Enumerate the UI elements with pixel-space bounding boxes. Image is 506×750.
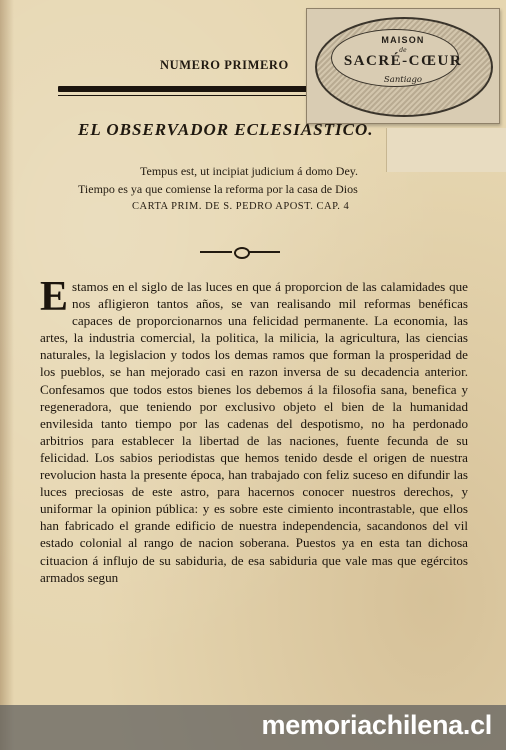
motto-latin: Tempus est, ut incipiat judicium á domo Dey. xyxy=(140,164,359,178)
stamp-top-text: MAISON xyxy=(381,35,425,45)
issue-label: NUMERO PRIMERO xyxy=(160,58,289,72)
stamp-main-text: SACRÉ-CŒUR xyxy=(343,53,463,69)
watermark-logo-text: memoriachilena.cl xyxy=(261,710,492,740)
page-edge-shadow xyxy=(0,0,14,750)
drop-cap: E xyxy=(40,274,69,320)
library-stamp xyxy=(306,8,500,124)
stamp-city-text: Santiago xyxy=(383,75,423,85)
article-body xyxy=(40,274,468,586)
motto-spanish: Tiempo es ya que comiense la reforma por la casa de Dios xyxy=(78,182,358,196)
periodical-title: EL OBSERVADOR ECLESIASTICO. xyxy=(78,120,374,139)
ornament-divider xyxy=(200,247,280,257)
stamp-de-text: de xyxy=(399,47,407,54)
article-text: stamos en el siglo de las luces en que á proporcion de las calamidades que nos afligieron tantos años, se van realisando mil reformas benéficas capaces de proporcionarnos una felicidad permanente. La economia, las artes, la industria comercial, la politica, la milicia, la agricultura, las ciencias naturales, la legislacion y todos los demas ramos que forman la prosperidad de los pueblos, se han mejorado casi en razon inversa de su decadencia anterior. Confesamos que todos estos bienes los debemos á la filosofia sana, benefica y regeneradora, que teniendo por exclusivo objeto el bien de la humanidad envilesida tanto tiempo por las cadenas del despotismo, no ha perdonado arbitrios para establecer la libertad de las naciones, fuente fecunda de su felicidad. Los sabios periodistas que hemos tenido desde el origen de nuestra revolucion hasta la presente época, han trabajado con feliz suceso en difundir las luces preciosas de este astro, para hacernos conocer nuestros derechos, y uniformar la opinion pública: y es sobre este cimiento incontrastable, que ellos han fabricado el grande edificio de nuestra independencia, sacandonos del vil estado colonial al rango de nacion soberana. Puestos ya en esta tan dichosa cituacion á influjo de su sabiduria, de esa sabiduria que vale mas que egércitos armados segun xyxy=(40,279,468,585)
paper-patch xyxy=(386,128,506,172)
motto-citation: CARTA PRIM. DE S. PEDRO APOST. CAP. 4 xyxy=(132,201,350,212)
